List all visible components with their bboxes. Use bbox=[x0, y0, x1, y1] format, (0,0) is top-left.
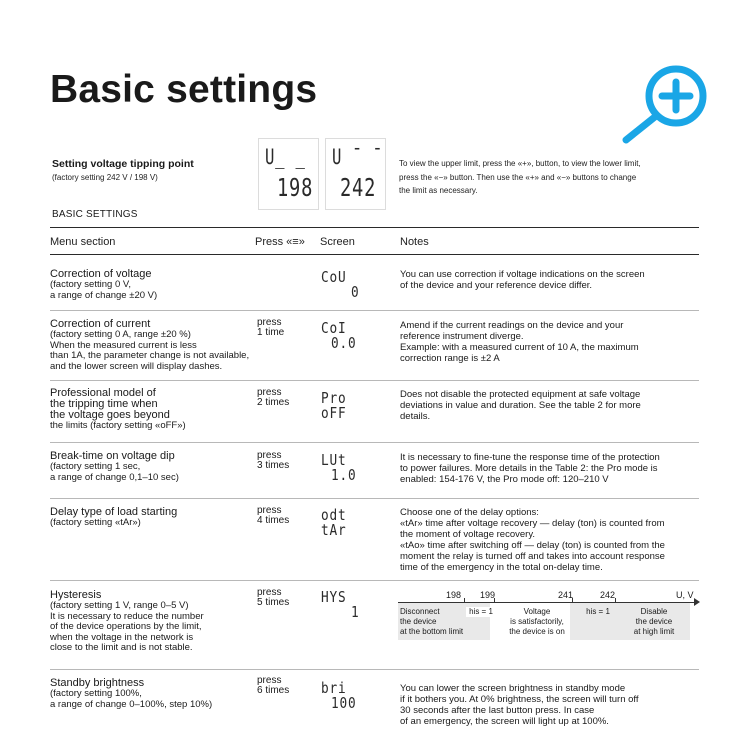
note-line: correction range is ±2 A bbox=[400, 353, 500, 364]
note-line: Does not disable the protected equipment at safe voltage bbox=[400, 389, 641, 400]
display-lower-limit bbox=[258, 138, 319, 210]
row-divider bbox=[50, 442, 699, 443]
screen-line-2: 1.0 bbox=[330, 466, 357, 484]
row-divider bbox=[50, 669, 699, 670]
table-row-break-time bbox=[50, 451, 260, 483]
screen-line-2: oFF bbox=[321, 404, 347, 422]
row-detail: (factory setting 1 sec, bbox=[50, 461, 141, 472]
note-line: press the «−» button. Then use the «+» and «−» buttons to change bbox=[399, 172, 637, 182]
press-label: press bbox=[257, 505, 282, 516]
press-label: press bbox=[257, 317, 282, 328]
screen-line-2: 100 bbox=[330, 694, 357, 712]
press-count bbox=[257, 676, 289, 696]
note-line: deviations in value and duration. See the table 2 for more bbox=[400, 400, 641, 411]
screen-line-1: Pro bbox=[321, 389, 347, 407]
note-line: time of the emergency in the total on-delay time. bbox=[400, 562, 603, 573]
press-count bbox=[257, 588, 289, 608]
screen-cou bbox=[321, 270, 365, 302]
axis-unit: U, V bbox=[676, 590, 694, 600]
tick bbox=[464, 598, 465, 603]
row-detail: close to the limit and is not stable. bbox=[50, 642, 193, 653]
note-line: 30 seconds after the last button press. In case bbox=[400, 705, 595, 716]
row-detail: of the device operations by the limit, bbox=[50, 621, 202, 632]
row-detail: (factory setting «tAr») bbox=[50, 517, 141, 528]
press-times: 1 time bbox=[257, 327, 285, 338]
hysteresis-diagram bbox=[398, 590, 704, 642]
table-row-hysteresis bbox=[50, 590, 260, 654]
display-upper-limit bbox=[325, 138, 386, 210]
tipping-subtitle: (factory setting 242 V / 198 V) bbox=[52, 173, 158, 182]
screen-line-1: bri bbox=[321, 679, 347, 697]
press-times: 4 times bbox=[257, 515, 290, 526]
note-line: «tAr» time after voltage recovery — delay (ton) is counted from bbox=[400, 518, 665, 529]
row-detail: When the measured current is less bbox=[50, 339, 197, 351]
note-line: Example: with a measured current of 10 A, the maximum bbox=[400, 342, 639, 353]
row-detail: a range of change ±20 V) bbox=[50, 289, 158, 301]
his-left: his = 1 bbox=[466, 607, 496, 617]
note-line: reference instrument diverge. bbox=[400, 331, 524, 342]
row-name: Professional model of bbox=[50, 387, 156, 399]
note-line: details. bbox=[400, 411, 431, 422]
display-bottom-text: 198 bbox=[277, 172, 314, 203]
table-row-current-correction bbox=[50, 319, 260, 372]
band-line: Voltage bbox=[523, 607, 551, 616]
row-divider bbox=[50, 310, 699, 311]
tipping-notes bbox=[399, 157, 709, 198]
row-detail: when the voltage in the network is bbox=[50, 631, 194, 643]
table-row-standby-brightness bbox=[50, 678, 260, 710]
screen-odt bbox=[321, 508, 365, 540]
header-bottom-rule bbox=[50, 254, 699, 255]
screen-hys bbox=[321, 590, 365, 622]
band-mid-text bbox=[502, 607, 572, 637]
screen-lut bbox=[321, 453, 365, 485]
note-line: of an emergency, the screen will light up at 100%. bbox=[400, 716, 609, 727]
row-detail: and the lower screen will display dashes. bbox=[50, 360, 223, 372]
screen-line-1: LUt bbox=[321, 451, 347, 469]
note-line: the limit as necessary. bbox=[399, 186, 478, 195]
band-line: the device bbox=[400, 617, 437, 626]
header-top-rule bbox=[50, 227, 699, 228]
row-divider bbox=[50, 498, 699, 499]
screen-line-2: tAr bbox=[321, 521, 347, 539]
table-row-voltage-correction bbox=[50, 269, 260, 301]
tick bbox=[615, 598, 616, 603]
row-name-line: the voltage goes beyond bbox=[50, 409, 170, 421]
header-notes: Notes bbox=[400, 236, 429, 248]
tick-label: 198 bbox=[446, 590, 462, 600]
header-screen: Screen bbox=[320, 236, 355, 248]
press-label: press bbox=[257, 387, 282, 398]
table-row-delay-type bbox=[50, 507, 260, 529]
section-title: BASIC SETTINGS bbox=[52, 209, 138, 220]
note-line: You can lower the screen brightness in standby mode bbox=[400, 683, 626, 694]
note-line: «tAo» time after switching off — delay (ton) is counted from the bbox=[400, 540, 665, 551]
press-times: 5 times bbox=[257, 597, 290, 608]
note-line: Choose one of the delay options: bbox=[400, 507, 539, 518]
press-label: press bbox=[257, 587, 282, 598]
press-times: 2 times bbox=[257, 397, 290, 408]
row-name: Break-time on voltage dip bbox=[50, 450, 175, 462]
page-title: Basic settings bbox=[50, 68, 318, 111]
row-detail: (factory setting 100%, bbox=[50, 688, 142, 699]
press-count bbox=[257, 388, 289, 408]
screen-line-1: CoU bbox=[321, 268, 347, 286]
row-name: Correction of voltage bbox=[50, 268, 152, 280]
note-line: You can use correction if voltage indications on the screen bbox=[400, 269, 645, 280]
band-line: Disable bbox=[640, 607, 668, 616]
screen-line-1: HYS bbox=[321, 588, 347, 606]
display-top-text: U_ _ bbox=[265, 143, 306, 170]
note-line: to power failures. More details in the Table 2: the Pro mode is bbox=[400, 463, 658, 474]
row-name: Correction of current bbox=[50, 318, 151, 330]
tick-label: 242 bbox=[600, 590, 616, 600]
screen-line-2: 0 bbox=[350, 283, 360, 301]
row-notes bbox=[400, 683, 700, 727]
screen-line-1: CoI bbox=[321, 319, 347, 337]
display-bottom-text: 242 bbox=[340, 172, 377, 203]
press-count bbox=[257, 318, 284, 338]
note-line: Amend if the current readings on the device and your bbox=[400, 320, 624, 331]
row-detail: a range of change 0,1–10 sec) bbox=[50, 471, 179, 483]
band-line: at high limit bbox=[633, 627, 675, 636]
tick-label: 241 bbox=[558, 590, 574, 600]
voltage-axis bbox=[398, 602, 696, 603]
row-detail: than 1A, the parameter change is not available, bbox=[50, 350, 250, 361]
tick-label: 199 bbox=[480, 590, 496, 600]
row-name: Hysteresis bbox=[50, 589, 102, 601]
note-line: It is necessary to fine-tune the response time of the protection bbox=[400, 452, 660, 463]
row-name-line: the limits (factory setting «oFF») bbox=[50, 420, 186, 431]
screen-line-2: 1 bbox=[350, 603, 360, 621]
display-top-text: U ¯ ¯ bbox=[332, 143, 383, 170]
row-notes bbox=[400, 507, 700, 573]
band-line: the device is on bbox=[509, 627, 565, 636]
row-notes bbox=[400, 269, 700, 291]
note-line: To view the upper limit, press the «+», button, to view the lower limit, bbox=[399, 159, 641, 168]
row-notes bbox=[400, 389, 700, 422]
press-label: press bbox=[257, 675, 282, 686]
row-divider bbox=[50, 380, 699, 381]
row-name-line: the tripping time when bbox=[50, 398, 158, 410]
row-detail: (factory setting 0 V, bbox=[50, 279, 131, 290]
note-line: if it bothers you. At 0% brightness, the screen will turn off bbox=[400, 694, 639, 705]
band-right-text bbox=[618, 607, 690, 637]
band-line: the device bbox=[635, 617, 673, 626]
row-detail: (factory setting 0 A, range ±20 %) bbox=[50, 329, 191, 340]
band-line: Disconnect bbox=[400, 607, 440, 616]
header-press: Press «≡» bbox=[255, 236, 305, 248]
row-notes bbox=[400, 320, 700, 364]
row-divider bbox=[50, 580, 699, 581]
press-times: 6 times bbox=[257, 685, 290, 696]
screen-line-1: odt bbox=[321, 506, 347, 524]
zoom-in-icon bbox=[614, 56, 714, 146]
screen-line-2: 0.0 bbox=[330, 334, 357, 352]
row-detail: (factory setting 1 V, range 0–5 V) bbox=[50, 600, 189, 611]
row-notes bbox=[400, 452, 700, 485]
screen-coi bbox=[321, 321, 365, 353]
row-name: Standby brightness bbox=[50, 677, 145, 689]
note-line: moment the relay is turned off and takes into account response bbox=[400, 551, 665, 562]
his-right: his = 1 bbox=[586, 607, 610, 616]
note-line: enabled: 154-176 V, the Pro mode off: 120–210 V bbox=[400, 474, 609, 485]
press-times: 3 times bbox=[257, 460, 290, 471]
table-row-professional-mode bbox=[50, 388, 260, 432]
note-line: the moment of voltage recovery. bbox=[400, 529, 535, 540]
press-count bbox=[257, 451, 289, 471]
screen-bri bbox=[321, 681, 365, 713]
header-menu-section: Menu section bbox=[50, 236, 116, 248]
row-detail: a range of change 0–100%, step 10%) bbox=[50, 698, 213, 710]
tipping-heading: Setting voltage tipping point bbox=[52, 158, 194, 170]
screen-pro bbox=[321, 391, 365, 423]
row-name: Delay type of load starting bbox=[50, 506, 178, 518]
press-label: press bbox=[257, 450, 282, 461]
band-line: is satisfactorily, bbox=[510, 617, 564, 626]
axis-arrow-icon bbox=[694, 598, 700, 606]
band-line: at the bottom limit bbox=[400, 627, 464, 636]
row-detail: It is necessary to reduce the number bbox=[50, 610, 204, 622]
note-line: of the device and your reference device differ. bbox=[400, 280, 593, 291]
press-count bbox=[257, 506, 289, 526]
